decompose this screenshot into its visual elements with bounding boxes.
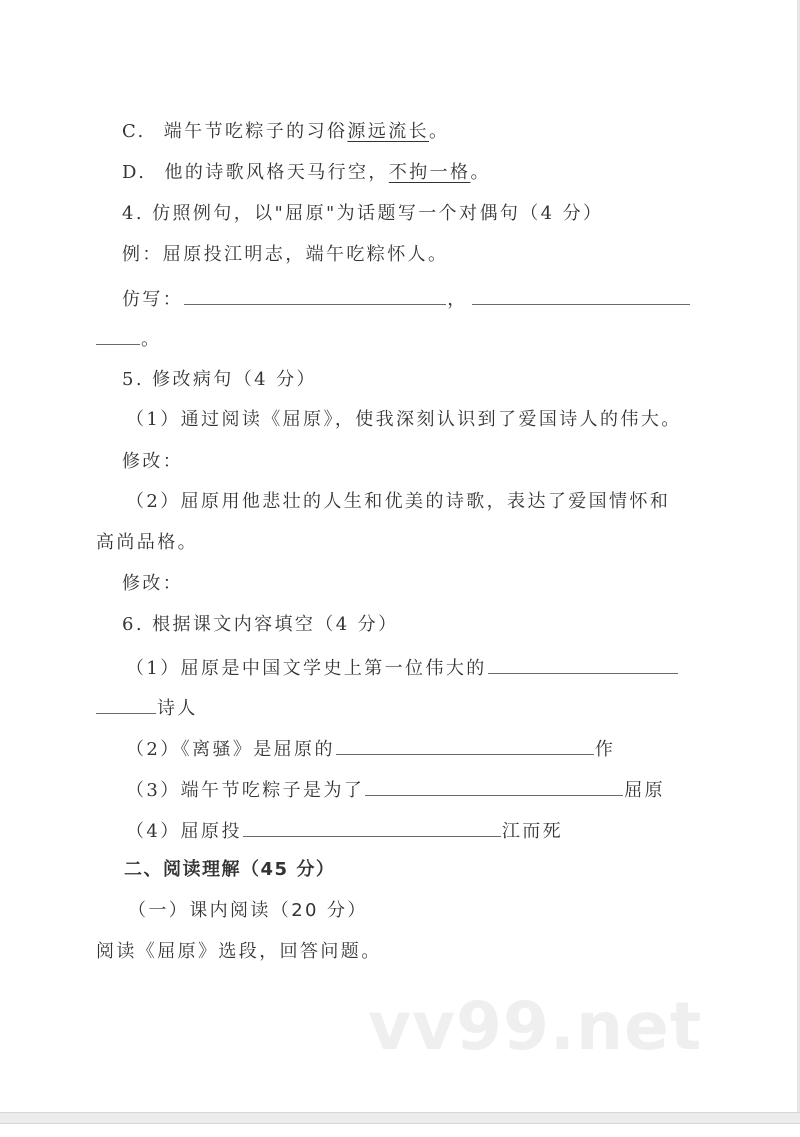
option-c-label: C. [122, 121, 146, 142]
q6-item-1-blank[interactable] [488, 655, 678, 674]
q6-item-4 [126, 818, 563, 844]
section-2-instruction: 阅读《屈原》选段，回答问题。 [96, 941, 382, 962]
q5-revise-label-1: 修改： [122, 451, 184, 472]
next-page-top [0, 1124, 800, 1137]
q6-item-3 [126, 777, 665, 803]
q5-revise-label-2: 修改： [122, 573, 184, 594]
section-2-subheading: （一）课内阅读（20 分） [128, 900, 368, 921]
q5-item-2-line-1: （2）屈原用他悲壮的人生和优美的诗歌，表达了爱国情怀和 [126, 491, 671, 512]
q6-item-4-text: （4）屈原投 [126, 821, 242, 842]
option-d [122, 161, 491, 185]
option-d-underlined-phrase: 不拘一格 [388, 162, 471, 183]
q4-imitate-row [122, 286, 691, 312]
q6-item-4-blank[interactable] [243, 818, 501, 837]
q6-item-2-suffix: 作 [594, 739, 616, 760]
option-c-text: 端午节吃粽子的习俗 [163, 121, 348, 142]
option-c [122, 120, 449, 144]
q4-blank-2-continued[interactable] [96, 326, 140, 345]
q6-item-3-suffix: 屈原 [624, 780, 666, 801]
q4-comma: ， [447, 289, 468, 310]
q4-end-mark: 。 [141, 329, 162, 350]
page-separator [0, 1112, 800, 1124]
q6-item-3-text: （3）端午节吃粽子是为了 [126, 780, 365, 801]
q5-title: 5. 修改病句（4 分） [122, 369, 317, 390]
q4-blank-1[interactable] [184, 286, 446, 305]
section-2-heading: 二、阅读理解（45 分） [124, 859, 336, 880]
q6-item-2-text: （2）《离骚》是屈原的 [126, 739, 335, 760]
q4-continuation [96, 326, 161, 352]
q5-item-1: （1）通过阅读《屈原》，使我深刻认识到了爱国诗人的伟大。 [126, 409, 682, 430]
q4-example: 例：屈原投江明志，端午吃粽怀人。 [122, 244, 449, 265]
option-c-end: 。 [429, 121, 450, 142]
q6-item-1-blank-continued[interactable] [96, 695, 156, 714]
q4-blank-2[interactable] [472, 286, 690, 305]
q4-imitate-label: 仿写： [122, 289, 184, 310]
q5-item-2-line-2: 高尚品格。 [96, 532, 198, 553]
q6-item-1-suffix: 诗人 [157, 698, 198, 719]
q6-item-2-blank[interactable] [336, 736, 594, 755]
option-c-underlined-phrase: 源远流长 [347, 121, 429, 142]
q6-item-4-suffix: 江而死 [501, 821, 564, 842]
q6-item-2 [126, 736, 615, 762]
watermark: vv99.net [368, 988, 703, 1065]
q6-item-3-blank[interactable] [365, 777, 623, 796]
q6-title: 6. 根据课文内容填空（4 分） [122, 614, 399, 635]
option-d-end: 。 [470, 162, 491, 183]
q6-item-1-continuation [96, 695, 198, 721]
q4-title: 4. 仿照例句，以"屈原"为话题写一个对偶句（4 分） [122, 203, 604, 224]
option-d-text: 他的诗歌风格天马行空， [164, 162, 389, 183]
q6-item-1-text: （1）屈原是中国文学史上第一位伟大的 [126, 658, 487, 679]
option-d-label: D. [122, 162, 147, 183]
q6-item-1 [126, 655, 679, 681]
